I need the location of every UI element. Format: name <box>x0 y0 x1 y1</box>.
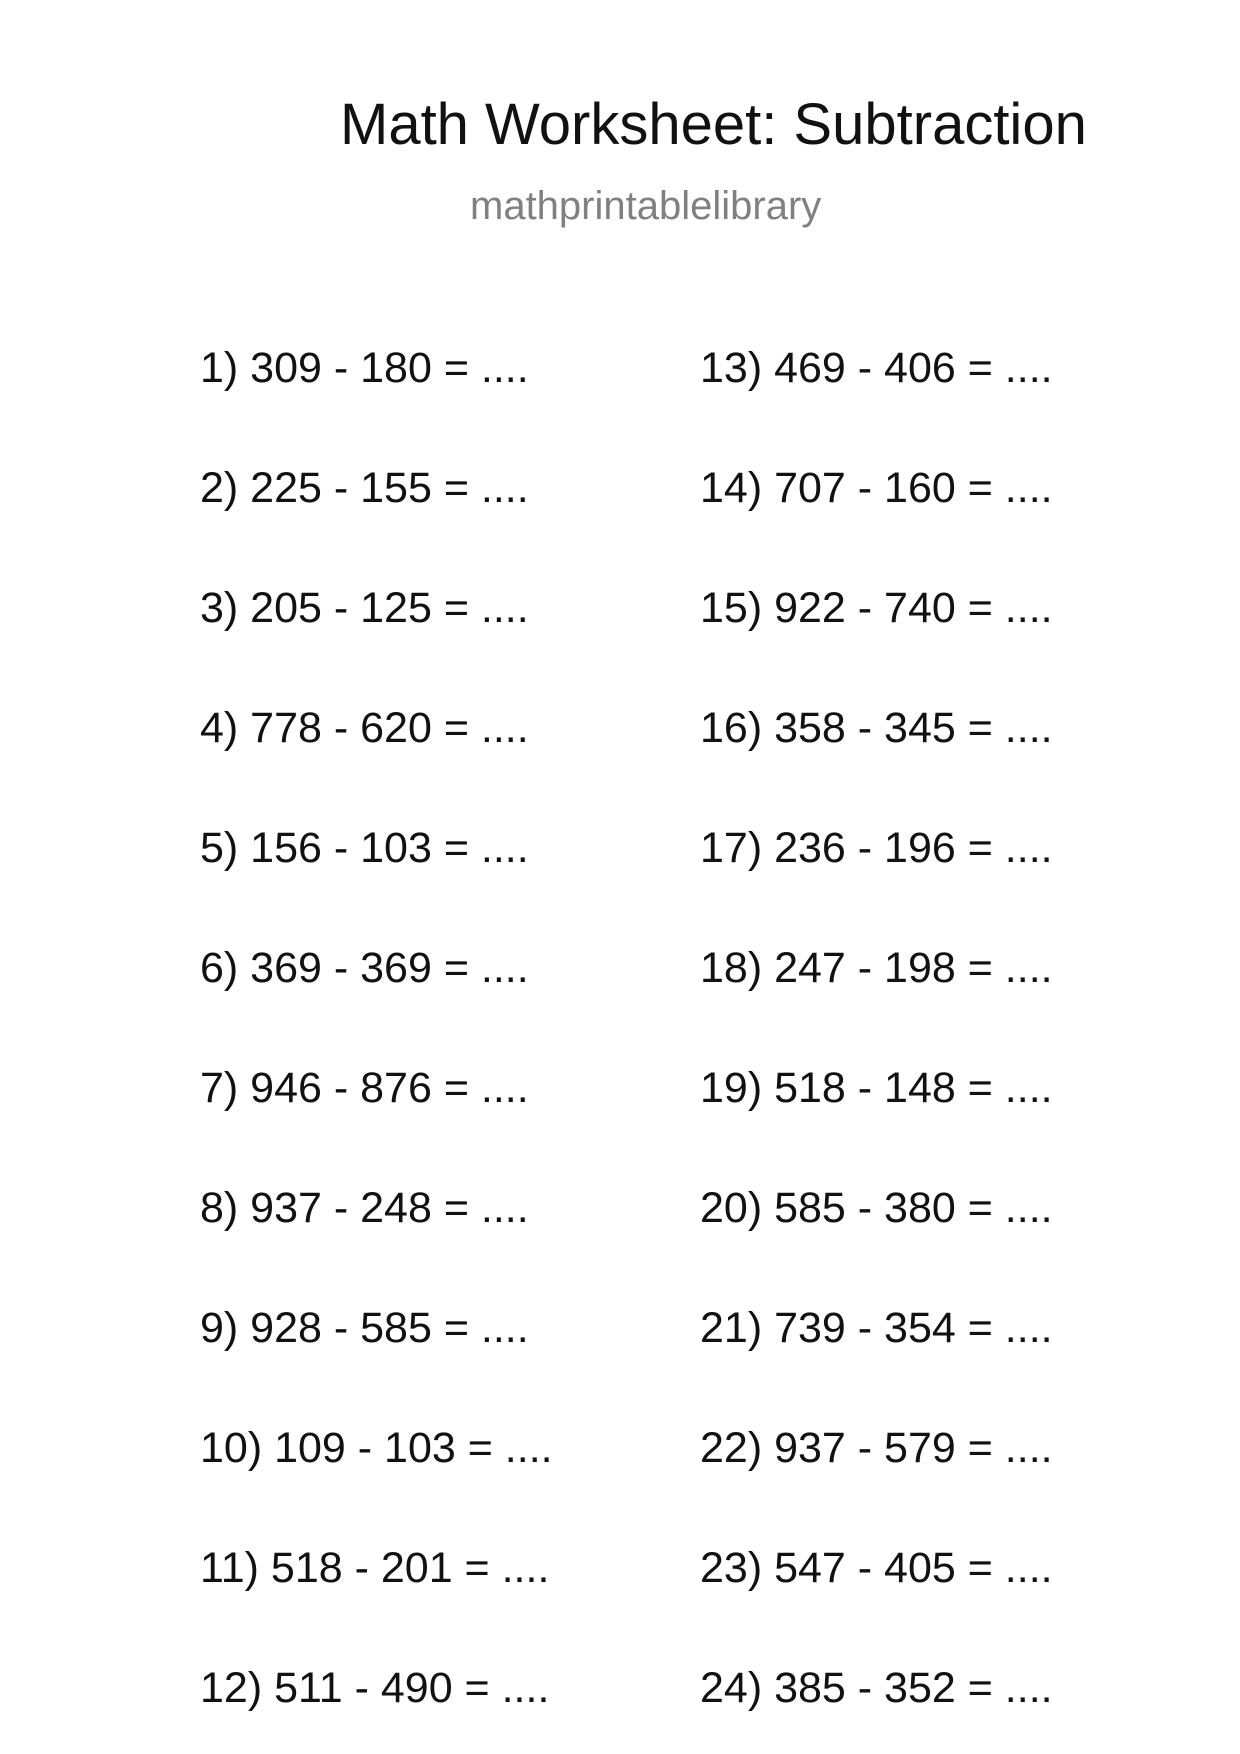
problem-item: 8) 937 - 248 = .... <box>200 1184 529 1232</box>
problem-item: 22) 937 - 579 = .... <box>700 1424 1053 1472</box>
problem-item: 16) 358 - 345 = .... <box>700 704 1053 752</box>
problem-item: 19) 518 - 148 = .... <box>700 1064 1053 1112</box>
problem-item: 9) 928 - 585 = .... <box>200 1304 529 1352</box>
problem-item: 14) 707 - 160 = .... <box>700 464 1053 512</box>
problem-item: 13) 469 - 406 = .... <box>700 344 1053 392</box>
problem-item: 15) 922 - 740 = .... <box>700 584 1053 632</box>
problem-item: 23) 547 - 405 = .... <box>700 1544 1053 1592</box>
problem-column-right <box>700 344 1053 1717</box>
problem-item: 17) 236 - 196 = .... <box>700 824 1053 872</box>
problem-item: 21) 739 - 354 = .... <box>700 1304 1053 1352</box>
problem-item: 10) 109 - 103 = .... <box>200 1424 553 1472</box>
page-title: Math Worksheet: Subtraction <box>340 92 1087 157</box>
problem-item: 3) 205 - 125 = .... <box>200 584 529 632</box>
problem-item: 1) 309 - 180 = .... <box>200 344 529 392</box>
problem-item: 4) 778 - 620 = .... <box>200 704 529 752</box>
problem-item: 7) 946 - 876 = .... <box>200 1064 529 1112</box>
problem-item: 6) 369 - 369 = .... <box>200 944 529 992</box>
problem-item: 11) 518 - 201 = .... <box>200 1544 550 1592</box>
problem-item: 5) 156 - 103 = .... <box>200 824 529 872</box>
problem-column-left <box>200 344 553 1717</box>
problem-item: 2) 225 - 155 = .... <box>200 464 529 512</box>
page-subtitle: mathprintablelibrary <box>470 184 822 228</box>
problem-item: 12) 511 - 490 = .... <box>200 1664 550 1712</box>
problem-item: 18) 247 - 198 = .... <box>700 944 1053 992</box>
problem-item: 24) 385 - 352 = .... <box>700 1664 1053 1712</box>
problem-item: 20) 585 - 380 = .... <box>700 1184 1053 1232</box>
